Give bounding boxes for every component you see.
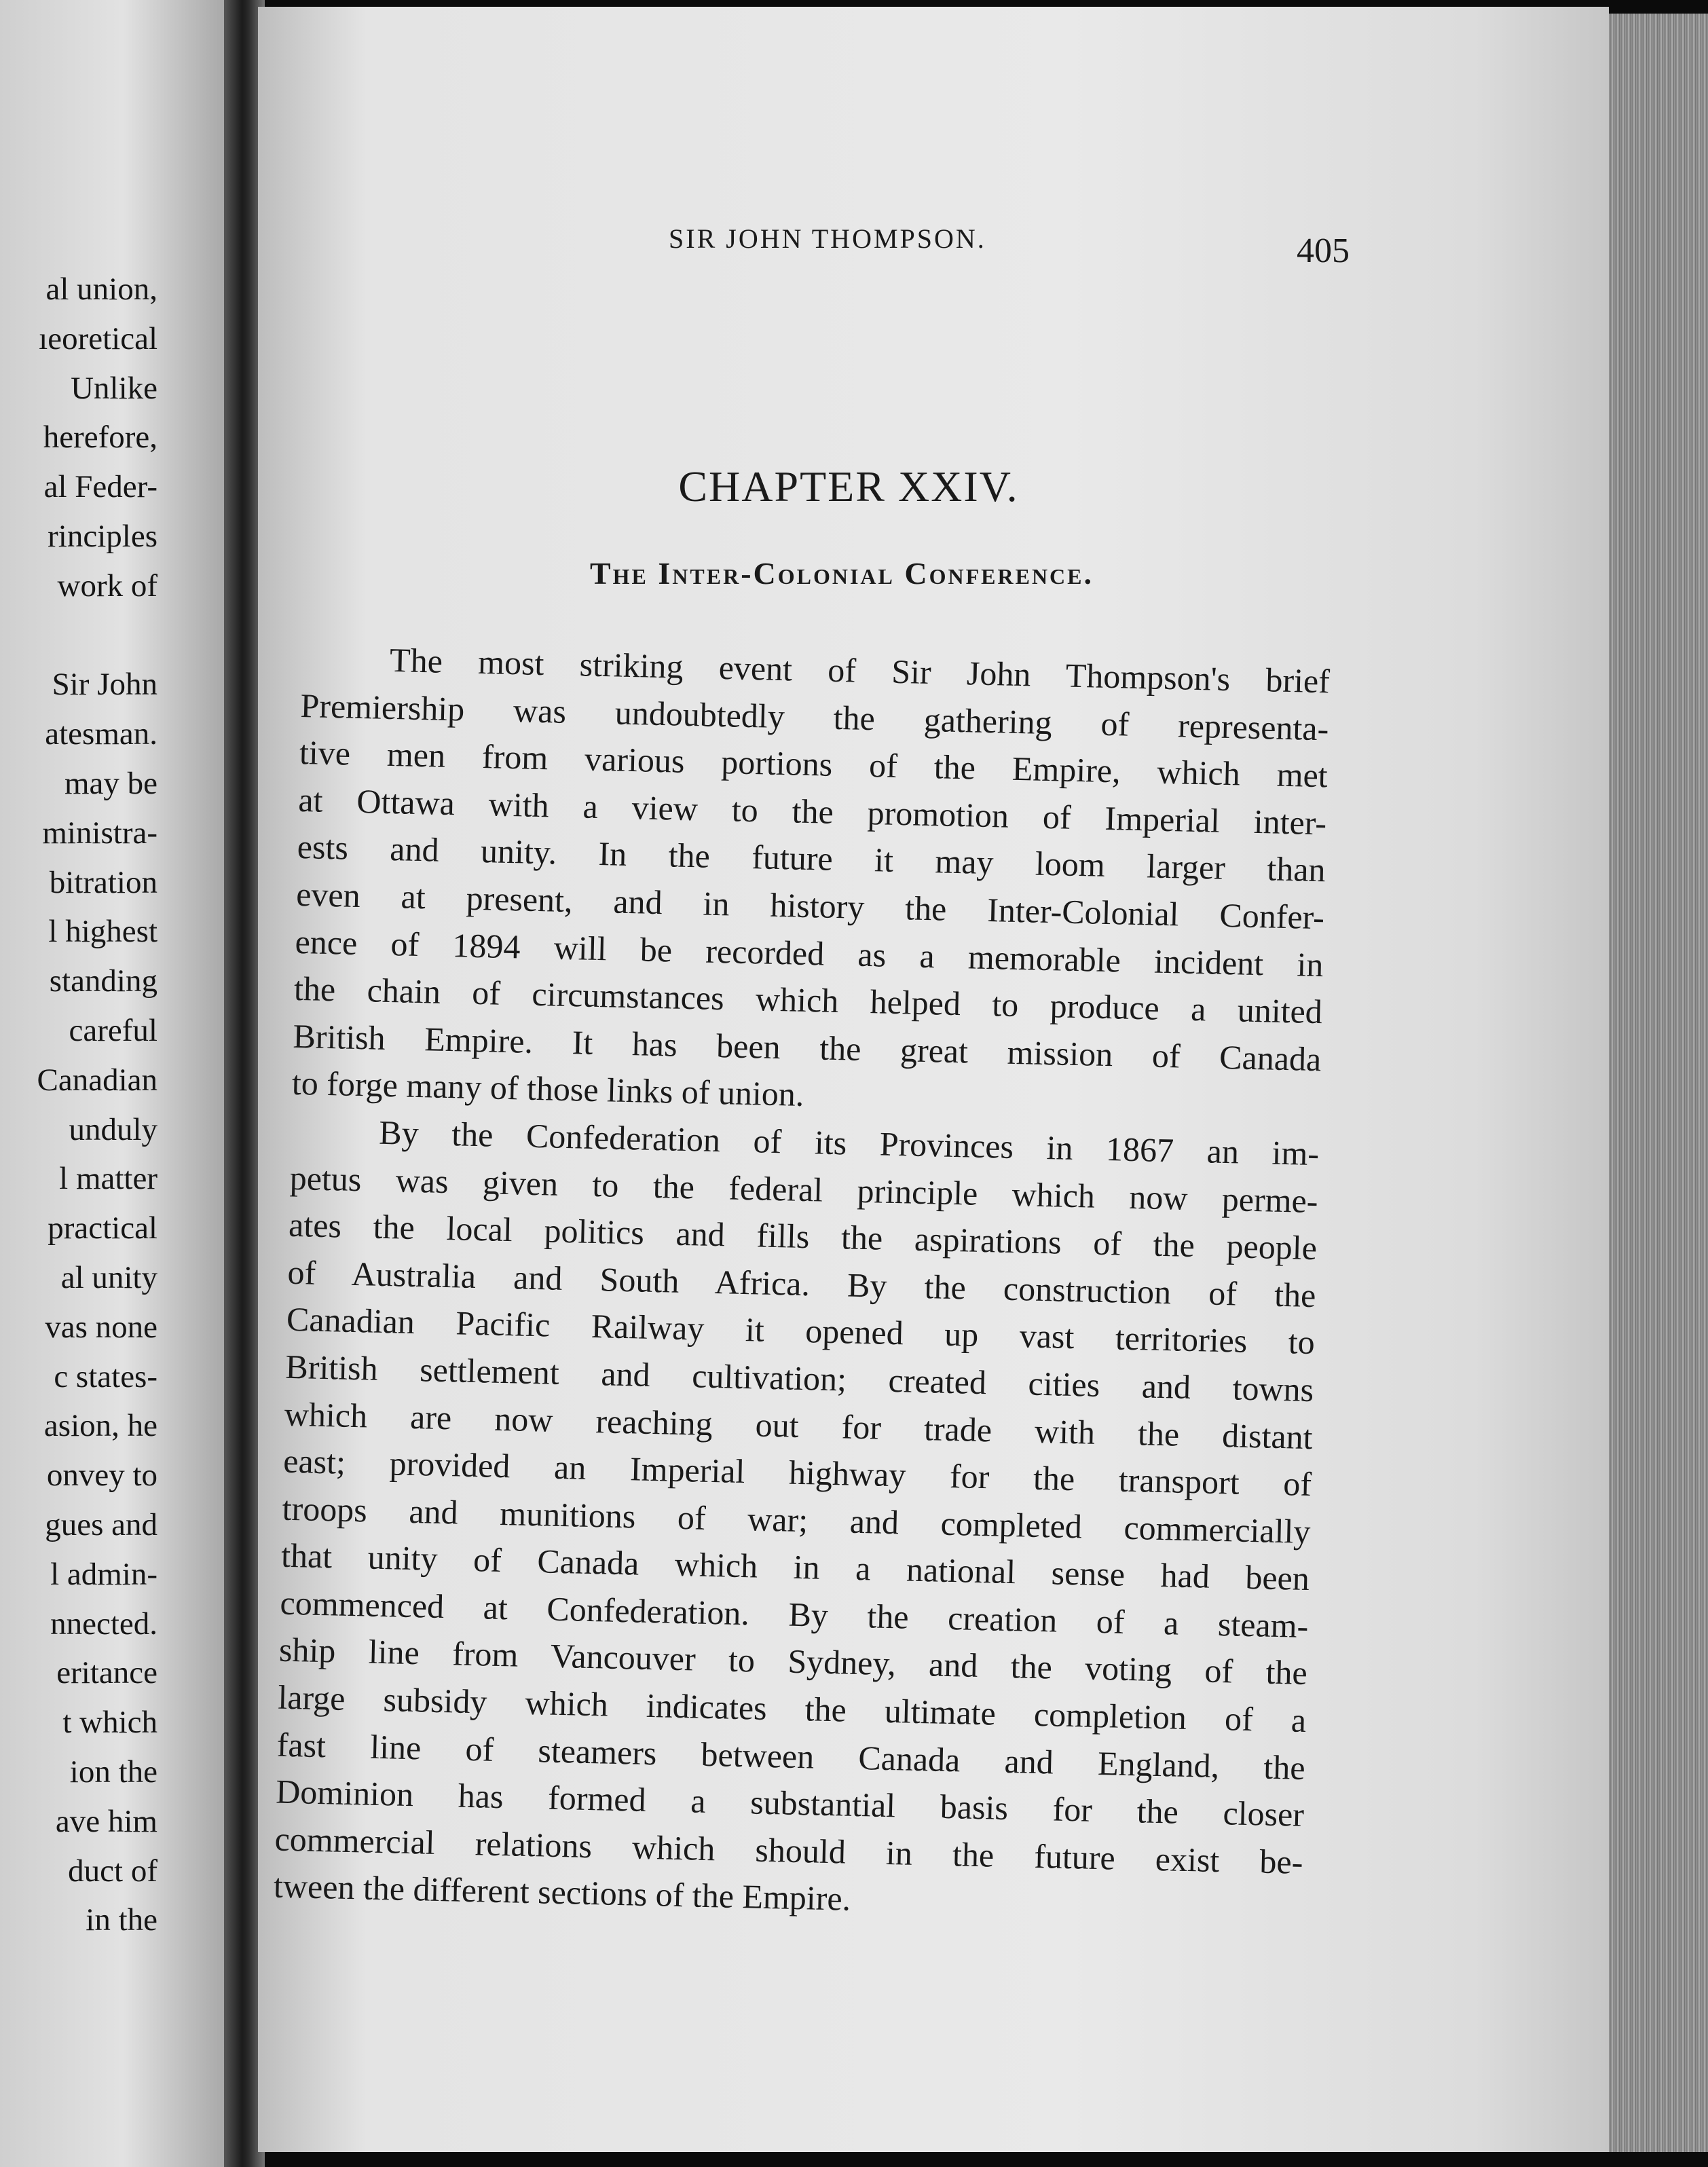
text-line: the chain of circumstances which helped to produce a united <box>293 969 1323 1031</box>
page-edges <box>1609 14 1708 2152</box>
chapter-title: CHAPTER XXIV. <box>678 462 1019 511</box>
left-page-line: asion, he <box>43 1408 157 1444</box>
text-line: By the Confederation of its Provinces in 1867 an im- <box>378 1113 1320 1173</box>
body-text <box>273 635 1330 1933</box>
left-page-line: herefore, <box>43 420 157 456</box>
text-line: petus was given to the federal principle which now perme- <box>289 1158 1319 1220</box>
left-page-line: l admin- <box>50 1556 157 1592</box>
left-page-line: bitration <box>49 864 157 900</box>
left-page-line: c states- <box>54 1358 157 1394</box>
text-line: commercial relations which should in the future exist be- <box>274 1819 1304 1881</box>
left-page-text <box>0 265 157 1945</box>
text-line: east; provided an Imperial highway for the transport of <box>282 1441 1312 1504</box>
left-page <box>0 0 224 2167</box>
text-line: tween the different sections of the Empire. <box>273 1866 851 1919</box>
left-page-line <box>0 611 157 661</box>
text-line: ence of 1894 will be recorded as a memorable incident in <box>295 922 1324 984</box>
text-line: ates the local politics and fills the aspirations of the people <box>288 1205 1318 1267</box>
left-page-line: duct of <box>68 1853 157 1889</box>
text-line: of Australia and South Africa. By the construction of the <box>287 1253 1316 1314</box>
paragraph <box>273 1107 1319 1933</box>
left-page-line: Sir John <box>52 667 157 703</box>
left-page-line: l matter <box>59 1161 157 1197</box>
left-page-line: t which <box>62 1705 157 1741</box>
text-line: ship line from Vancouver to Sydney, and the voting of the <box>278 1631 1308 1692</box>
text-line: at Ottawa with a view to the promotion of Imperial inter- <box>297 780 1327 842</box>
text-line: Dominion has formed a substantial basis for the closer <box>275 1772 1305 1834</box>
text-line: Canadian Pacific Railway it opened up vast territories to <box>286 1300 1316 1362</box>
left-page-line: al Feder- <box>43 469 157 505</box>
left-page-line: may be <box>64 765 157 801</box>
left-page-line: al unity <box>60 1259 157 1295</box>
text-line: ests and unity. In the future it may loom larger than <box>297 828 1326 889</box>
left-page-line: Canadian <box>37 1062 157 1098</box>
chapter-subtitle: The Inter-Colonial Conference. <box>589 556 1094 591</box>
left-page-line: ıeoretical <box>39 320 157 356</box>
left-page-line: gues and <box>45 1506 157 1542</box>
running-head: SIR JOHN THOMPSON. <box>669 223 986 254</box>
text-line: British Empire. It has been the great mission of Canada <box>292 1016 1322 1078</box>
left-page-line: vas none <box>45 1309 157 1345</box>
text-line: tive men from various portions of the Empire, which met <box>299 733 1329 795</box>
text-line: large subsidy which indicates the ultimate completion of a <box>277 1678 1307 1740</box>
left-page-line: atesman. <box>45 716 157 752</box>
left-page-line: practical <box>48 1210 157 1246</box>
left-page-line: standing <box>49 963 157 999</box>
text-line: The most striking event of Sir John Thompson's brief <box>389 640 1331 701</box>
left-page-line: ministra- <box>42 815 157 851</box>
page-number: 405 <box>1297 231 1350 270</box>
text-line: which are now reaching out for trade with the distant <box>284 1394 1314 1456</box>
left-page-line: l highest <box>48 914 157 950</box>
left-page-line: rinciples <box>48 518 157 554</box>
left-page-line: unduly <box>69 1111 157 1147</box>
text-line: commenced at Confederation. By the creation of a steam- <box>280 1583 1309 1645</box>
left-page-line: ion the <box>69 1754 157 1790</box>
left-page-line: work of <box>57 568 157 604</box>
text-line: British settlement and cultivation; created cities and towns <box>284 1347 1314 1409</box>
left-page-line: in the <box>86 1902 157 1938</box>
left-page-line: onvey to <box>46 1458 157 1494</box>
left-page-line: al union, <box>45 272 157 307</box>
left-page-line: Unlike <box>71 370 157 406</box>
left-page-line: eritance <box>56 1655 157 1691</box>
left-page-line: careful <box>69 1012 157 1048</box>
left-page-line: nnected. <box>50 1606 157 1642</box>
text-line: that unity of Canada which in a national sense had been <box>280 1536 1310 1598</box>
paragraph <box>291 635 1330 1130</box>
left-page-line: ave him <box>55 1803 157 1839</box>
text-line: even at present, and in history the Inter-Colonial Confer- <box>295 874 1325 937</box>
text-line: fast line of steamers between Canada and England, the <box>276 1725 1306 1787</box>
text-line: to forge many of those links of union. <box>291 1064 805 1114</box>
text-line: Premiership was undoubtedly the gathering of representa- <box>300 686 1329 747</box>
text-line: troops and munitions of war; and completed commercially <box>282 1489 1312 1551</box>
